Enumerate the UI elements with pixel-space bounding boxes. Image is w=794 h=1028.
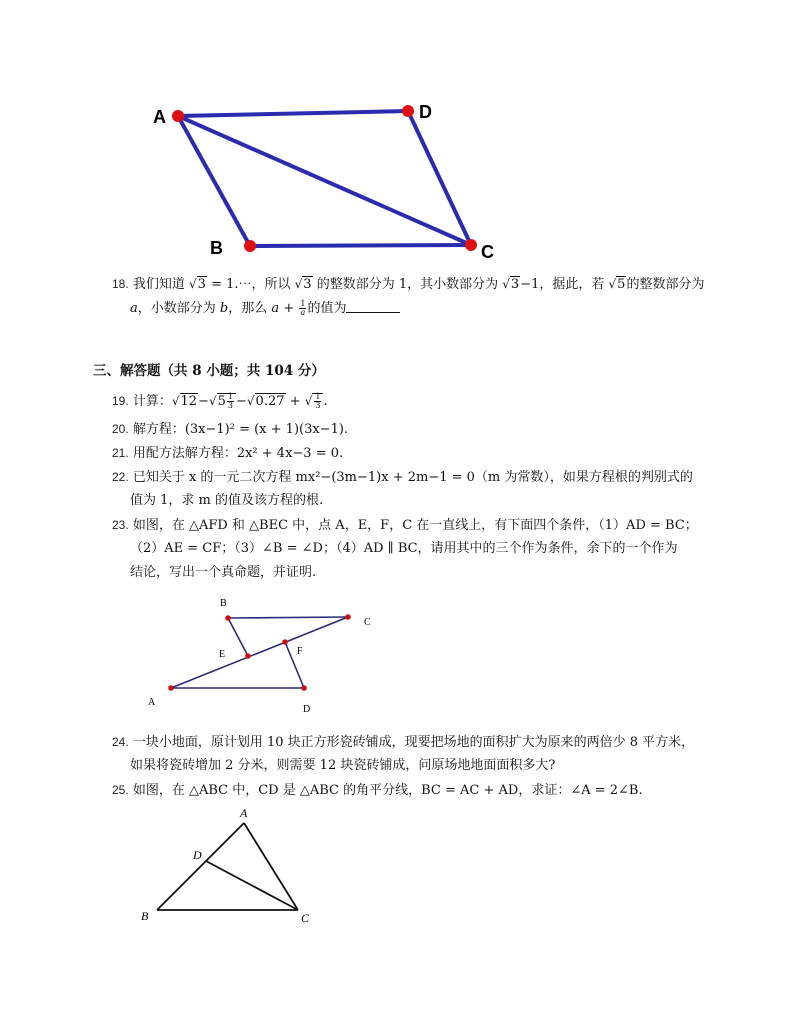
label-d: D	[193, 848, 202, 862]
fraction-denominator: 3	[227, 401, 233, 410]
figure-triangle-abc	[135, 803, 335, 933]
q23-text-1: 如图，在 △AFD 和 △BEC 中，点 A，E，F，C 在一直线上，有下面四个条件，（1）AD = BC；	[132, 518, 698, 533]
figure-parallelogram-abcd	[140, 95, 520, 265]
q22-text-1: 已知关于 x 的一元二次方程 mx²−(3m−1)x + 2m−1 = 0（m 为常数），如果方程根的判别式的	[132, 470, 693, 485]
q19-number: 19.	[112, 394, 129, 408]
q18-radicand-3: 3	[510, 277, 520, 292]
vertex-b-dot	[244, 240, 256, 252]
sqrt-icon: √	[208, 394, 217, 408]
point-e-dot	[245, 653, 251, 659]
label-a: A	[240, 806, 248, 820]
label-c: C	[364, 617, 371, 628]
q19-minus-1: −	[198, 394, 209, 409]
point-b-dot	[225, 615, 231, 621]
sqrt-icon: √	[502, 277, 510, 291]
q23-line3	[130, 564, 316, 582]
q20-text: 解方程：(3x−1)² = (x + 1)(3x−1).	[132, 422, 349, 437]
sqrt-icon: √	[304, 394, 313, 408]
label-b: B	[220, 598, 227, 609]
q19-minus-2: −	[235, 394, 247, 409]
side-ab	[178, 116, 250, 246]
point-f-dot	[282, 639, 288, 645]
q18-number: 18.	[112, 277, 129, 291]
q21-line	[112, 444, 343, 463]
q18-text-1: 我们知道	[132, 277, 185, 292]
mixed-whole: 5	[217, 394, 226, 409]
q18-line1	[112, 275, 704, 294]
q18-text-3: 的整数部分为 1，其小数部分为	[316, 277, 499, 292]
q21-number: 21.	[112, 446, 129, 460]
q21-text: 用配方法解方程：2x² + 4x−3 = 0.	[132, 446, 344, 461]
q23-line2	[130, 540, 678, 558]
q18-fraction	[299, 300, 306, 317]
sqrt-icon: √	[188, 277, 197, 291]
q22-line1	[112, 468, 693, 487]
side-dc	[408, 111, 471, 245]
label-d: D	[419, 102, 432, 122]
label-b: B	[210, 238, 223, 258]
q19-radicand-1: 12	[180, 394, 198, 409]
label-e: E	[219, 649, 226, 660]
q19-radicand-4	[312, 393, 323, 409]
q25-line	[112, 781, 643, 800]
q22-line2	[130, 492, 323, 510]
label-d: D	[303, 704, 311, 715]
answer-blank[interactable]	[346, 300, 400, 313]
q19-line	[112, 392, 328, 411]
q20-line	[112, 420, 348, 439]
q24-line1	[112, 733, 694, 752]
q25-text: 如图，在 △ABC 中，CD 是 △ABC 的角平分线，BC = AC + AD，求证：∠A = 2∠B.	[132, 783, 643, 798]
radicand-fraction	[314, 393, 321, 410]
label-a: A	[148, 697, 156, 708]
q24-line2	[130, 757, 555, 775]
q18-text-2: = 1.⋯，所以	[211, 277, 291, 292]
q18-text-8: 的值为	[307, 301, 347, 316]
q18-var-a2: a	[271, 301, 280, 316]
sqrt-icon: √	[294, 277, 303, 291]
side-ac	[244, 823, 298, 910]
parallelogram-svg	[140, 95, 520, 265]
q19-label: 计算：	[132, 394, 172, 409]
q18-text-7: ，那么	[228, 301, 268, 316]
label-a: A	[153, 107, 166, 127]
bisector-cd	[206, 861, 298, 910]
segment-ac	[171, 617, 348, 688]
q18-radicand-1: 3	[197, 277, 206, 292]
segment-bc	[228, 617, 348, 618]
sqrt-icon: √	[171, 394, 180, 408]
q19-plus: +	[289, 394, 301, 409]
q18-text-6: ，小数部分为	[137, 301, 216, 316]
q18-var-a: a	[130, 301, 138, 316]
q23-text-3: 结论，写出一个真命题，并证明.	[130, 565, 317, 580]
q24-text-1: 一块小地面，原计划用 10 块正方形瓷砖铺成，现要把场地的面积扩大为原来的两倍少 8 平方米，	[132, 735, 695, 750]
q24-text-2: 如果将瓷砖增加 2 分米，则需要 12 块瓷砖铺成，问原场地地面面积多大?	[130, 758, 556, 773]
fraction-denominator: 3	[315, 401, 321, 410]
q25-number: 25.	[112, 783, 129, 797]
q18-var-b: b	[219, 301, 229, 316]
sqrt-icon: √	[608, 277, 617, 291]
q20-number: 20.	[112, 422, 129, 436]
triangle-svg	[135, 803, 335, 933]
fraction-numerator: 1	[300, 299, 306, 308]
vertex-a-dot	[172, 110, 184, 122]
q22-text-2: 值为 1，求 m 的值及该方程的根.	[130, 493, 324, 508]
vertex-c-dot	[465, 239, 477, 251]
q24-number: 24.	[112, 735, 129, 749]
fraction-numerator: 1	[315, 392, 321, 401]
label-b: B	[141, 909, 149, 923]
side-bc	[250, 245, 471, 246]
side-ad	[178, 111, 408, 116]
point-d-dot	[301, 685, 307, 691]
segment-be	[228, 618, 248, 656]
sqrt-icon: √	[246, 394, 255, 408]
q19-period: .	[323, 394, 328, 409]
q23-line1	[112, 516, 698, 535]
q18-text-5: 的整数部分为	[626, 277, 705, 292]
label-c: C	[301, 911, 310, 925]
q19-radicand-2	[217, 393, 236, 409]
q23-text-2: （2）AE = CF；（3）∠B = ∠D；（4）AD ∥ BC，请用其中的三个作为条件，余下的一个作为	[130, 541, 678, 556]
label-f: F	[297, 646, 303, 657]
q18-radicand-4: 5	[617, 277, 626, 292]
point-c-dot	[345, 614, 351, 620]
section-3-heading: 三、解答题（共 8 小题；共 104 分）	[93, 363, 325, 379]
label-c: C	[481, 242, 494, 262]
mixed-fraction	[227, 393, 234, 410]
vertex-d-dot	[402, 105, 414, 117]
q18-plus: +	[283, 301, 295, 316]
fraction-denominator: a	[300, 308, 306, 317]
q22-number: 22.	[112, 470, 129, 484]
q18-line2	[130, 300, 400, 318]
q18-radicand-2: 3	[303, 277, 312, 292]
triangles-svg	[140, 595, 390, 720]
point-a-dot	[168, 685, 174, 691]
figure-triangles-afd-bec	[140, 595, 390, 720]
diagonal-ac	[178, 116, 471, 245]
side-ab	[157, 823, 244, 910]
q18-text-4: −1，据此，若	[520, 277, 605, 292]
q23-number: 23.	[112, 518, 129, 532]
q19-radicand-3: 0.27	[255, 394, 285, 409]
fraction-numerator: 1	[227, 392, 233, 401]
